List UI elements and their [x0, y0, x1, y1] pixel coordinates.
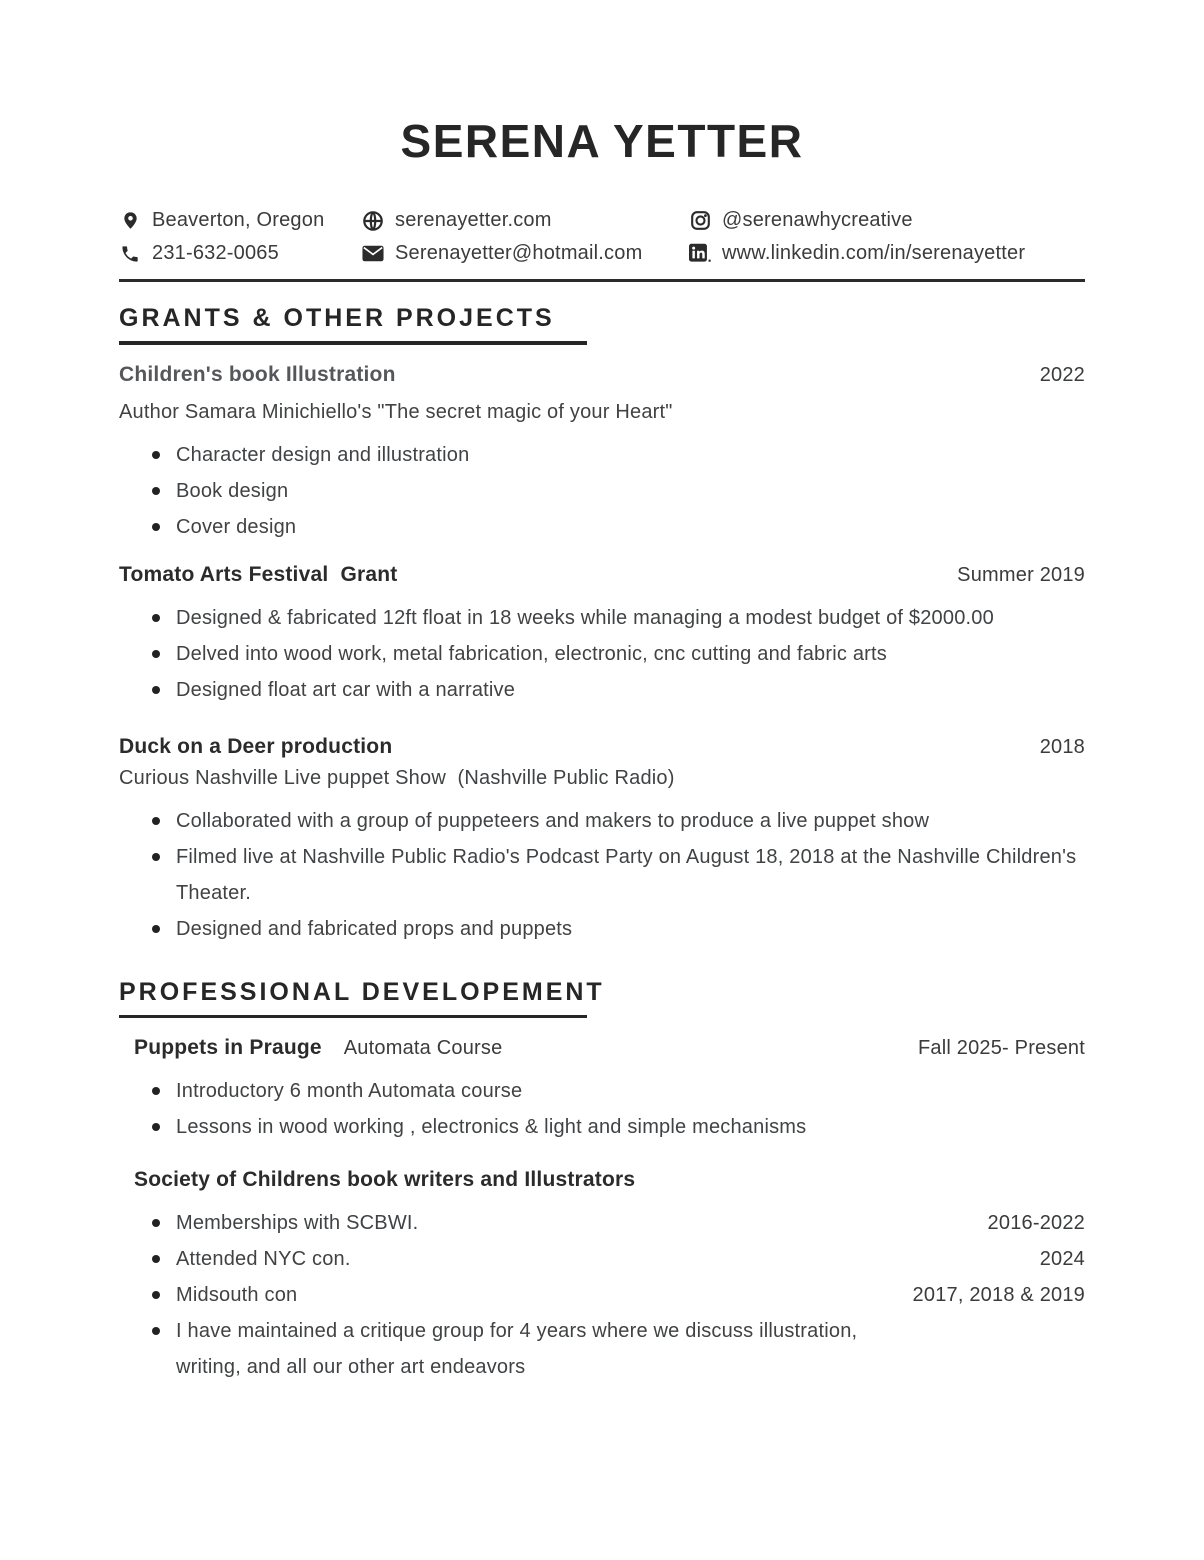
resume-content: [119, 0, 1085, 1385]
bullet-item: Designed and fabricated props and puppets: [119, 911, 1085, 947]
contact-website: [362, 204, 689, 237]
entry-puppets-in-prauge: [134, 1035, 1085, 1145]
entry-subtitle: Author Samara Minichiello's "The secret magic of your Heart": [119, 400, 673, 423]
email-text: Serenayetter@hotmail.com: [395, 242, 643, 264]
contact-linkedin: [689, 237, 1085, 270]
section-heading-rule: [119, 1015, 587, 1019]
bullet-list: [119, 437, 1085, 545]
bullet-item: Character design and illustration: [119, 437, 1085, 473]
bullet-item: Delved into wood work, metal fabrication, electronic, cnc cutting and fabric arts: [119, 636, 1085, 672]
entry-tomato-arts-festival-grant: [119, 562, 1085, 708]
bullet-text: Attended NYC con.: [176, 1248, 351, 1270]
entry-header: [119, 734, 1085, 760]
contact-phone: [119, 237, 362, 270]
entry-title-group: [134, 1035, 502, 1061]
globe-icon: [362, 210, 384, 232]
bullet-list: [119, 1073, 1085, 1145]
entry-duck-on-a-deer-production: [119, 734, 1085, 947]
section-heading: GRANTS & OTHER PROJECTS: [119, 304, 555, 332]
bullet-text: Midsouth con: [176, 1284, 298, 1306]
entry-title: Puppets in Prauge: [134, 1036, 322, 1059]
page-title: SERENA YETTER: [400, 115, 804, 167]
location-pin-icon: [119, 209, 141, 232]
bullet-item: [119, 1205, 1085, 1241]
bullet-list: [119, 803, 1085, 947]
bullet-date: 2024: [1039, 1248, 1085, 1270]
entry-date: Summer 2019: [957, 563, 1085, 586]
entry-header: [119, 362, 1085, 388]
bullet-item: Book design: [119, 473, 1085, 509]
entry-date: Fall 2025- Present: [917, 1037, 1085, 1059]
website-text: serenayetter.com: [395, 209, 552, 231]
bullet-item: Cover design: [119, 509, 1085, 545]
contact-email: [362, 237, 689, 270]
location-text: Beaverton, Oregon: [152, 209, 325, 231]
phone-icon: [119, 244, 141, 264]
entry-subtitle: Curious Nashville Live puppet Show (Nashville Public Radio): [119, 766, 675, 789]
entry-childrens-book-illustration: [119, 362, 1085, 545]
bullet-item: Designed & fabricated 12ft float in 18 weeks while managing a modest budget of $2000.00: [119, 600, 1085, 636]
instagram-icon: [689, 210, 711, 231]
linkedin-text: www.linkedin.com/in/serenayetter: [722, 242, 1026, 264]
bullet-item: Introductory 6 month Automata course: [119, 1073, 1085, 1109]
entry-header: [134, 1167, 1085, 1193]
entry-title: Society of Childrens book writers and Illustrators: [134, 1168, 636, 1191]
contact-info: [119, 204, 1085, 270]
section-professional-developement: [119, 977, 1085, 1386]
bullet-list: [119, 600, 1085, 708]
entry-title: Duck on a Deer production: [119, 734, 393, 758]
entry-date: 2018: [1039, 735, 1085, 758]
bullet-date: 2016-2022: [987, 1212, 1085, 1234]
section-grants-and-other-projects: [119, 303, 1085, 947]
header-divider: [119, 279, 1085, 282]
section-heading: PROFESSIONAL DEVELOPEMENT: [119, 977, 605, 1006]
contact-location: [119, 204, 362, 237]
entry-title-suffix: Automata Course: [343, 1037, 503, 1059]
bullet-item: Designed float art car with a narrative: [119, 672, 1085, 708]
entry-header: [134, 1035, 1085, 1061]
phone-text: 231-632-0065: [152, 242, 279, 264]
bullet-item: Lessons in wood working , electronics & light and simple mechanisms: [119, 1109, 1085, 1145]
bullet-item: Filmed live at Nashville Public Radio's Podcast Party on August 18, 2018 at the Nashville Children's Theater.: [119, 839, 1085, 911]
bullet-item: Collaborated with a group of puppeteers and makers to produce a live puppet show: [119, 803, 993, 839]
contact-instagram: [689, 204, 1085, 237]
bullet-item: I have maintained a critique group for 4 years where we discuss illustration, writing, and all our other art endeavors: [119, 1313, 873, 1385]
bullet-date: 2017, 2018 & 2019: [912, 1284, 1085, 1306]
bullet-item: [119, 1241, 1085, 1277]
instagram-text: @serenawhycreative: [722, 209, 913, 231]
section-heading-rule: [119, 341, 587, 345]
linkedin-icon: [689, 243, 711, 264]
entry-scbwi: [134, 1167, 1085, 1385]
entry-title: Tomato Arts Festival Grant: [119, 562, 398, 586]
entry-header: [119, 562, 1085, 588]
bullet-item: [119, 1277, 1085, 1313]
envelope-icon: [362, 245, 384, 262]
bullet-list: [119, 1205, 1085, 1385]
bullet-text: Memberships with SCBWI.: [176, 1212, 419, 1234]
entry-date: 2022: [1039, 363, 1085, 386]
entry-title: Children's book Illustration: [119, 362, 396, 386]
